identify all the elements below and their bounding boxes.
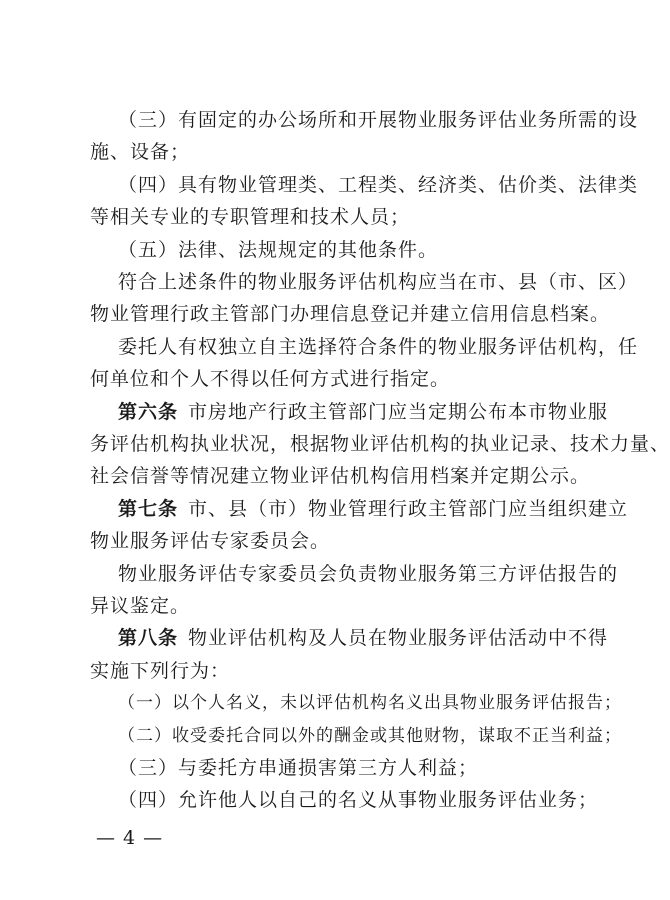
- list-item: （二）收受委托合同以外的酬金或其他财物，谋取不正当利益；: [118, 726, 622, 746]
- paragraph-line: 施、设备；: [90, 141, 191, 163]
- paragraph-line: （五）法律、法规规定的其他条件。: [118, 239, 439, 261]
- list-item: （三）与委托方串通损害第三方人利益；: [118, 757, 479, 779]
- article-6-heading: 第六条: [118, 401, 179, 423]
- paragraph-line: 社会信誉等情况建立物业评估机构信用档案并定期公示。: [90, 465, 591, 487]
- paragraph-line: （三）有固定的办公场所和开展物业服务评估业务所需的设: [118, 109, 639, 131]
- paragraph-line: （四）具有物业管理类、工程类、经济类、估价类、法律类: [118, 174, 639, 196]
- page-number: — 4 —: [96, 827, 164, 849]
- article-8-heading: 第八条: [118, 627, 179, 649]
- paragraph-text: 市、县（市）物业管理行政主管部门应当组织建立: [188, 498, 629, 520]
- list-item: （一）以个人名义，未以评估机构名义出具物业服务评估报告；: [118, 693, 622, 713]
- paragraph-line: 物业服务评估专家委员会。: [90, 530, 331, 552]
- paragraph-line: 等相关专业的专职管理和技术人员；: [90, 206, 411, 228]
- paragraph-line: 委托人有权独立自主选择符合条件的物业服务评估机构，任: [118, 336, 639, 358]
- paragraph-line: 物业服务评估专家委员会负责物业服务第三方评估报告的: [118, 563, 619, 585]
- list-item: （四）允许他人以自己的名义从事物业服务评估业务；: [118, 789, 599, 811]
- paragraph-line: 物业管理行政主管部门办理信息登记并建立信用信息档案。: [90, 303, 611, 325]
- paragraph-text: 市房地产行政主管部门应当定期公布本市物业服: [188, 401, 609, 423]
- article-8-line: [90, 626, 609, 656]
- paragraph-line: 异议鉴定。: [90, 595, 191, 617]
- article-7-line: [90, 497, 629, 527]
- paragraph-line: 符合上述条件的物业服务评估机构应当在市、县（市、区）: [118, 271, 639, 293]
- paragraph-line: 务评估机构执业状况，根据物业评估机构的执业记录、技术力量、: [90, 433, 670, 455]
- article-6-line: [90, 400, 609, 430]
- paragraph-line: 实施下列行为：: [90, 660, 231, 682]
- paragraph-line: 何单位和个人不得以任何方式进行指定。: [90, 368, 451, 390]
- paragraph-text: 物业评估机构及人员在物业服务评估活动中不得: [188, 627, 609, 649]
- article-7-heading: 第七条: [118, 498, 179, 520]
